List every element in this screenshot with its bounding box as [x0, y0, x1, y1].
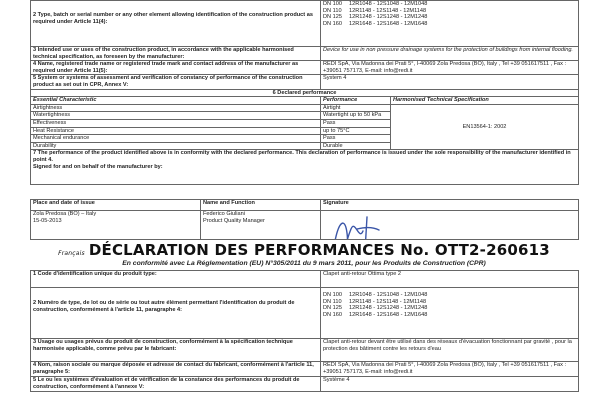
fr-code-values: 12R1248 - 12S1248 - 12M1248 [349, 305, 428, 312]
characteristic-performance: Watertight up to 50 kPa [321, 112, 391, 120]
en-characteristics [31, 104, 579, 150]
signature-value-row [31, 211, 579, 240]
fr-row4-label: 4 Nom, raison sociale ou marque déposée et adresse de contact du fabricant, conformément à l'article 11, paragraphe 5: [31, 362, 321, 377]
characteristic-performance: Pass [321, 135, 391, 143]
fr-row2-label: 2 Numéro de type, de lot ou de série ou tout autre élément permettant l'identification du produit de construction, conformément à l'article 11, paragraphe 4: [31, 288, 321, 339]
characteristic-performance: Pass [321, 119, 391, 127]
fr-row1-value: Clapet anti-retour Ottima type 2 [321, 271, 579, 288]
fr-code-dn: DN 160 [323, 311, 342, 318]
en-row5-value: System 4 [321, 75, 579, 89]
fr-code-values: 12R1048 - 12S1048 - 12M1048 [349, 292, 428, 298]
en-code-values: 12R1048 - 12S1048 - 12M1048 [349, 1, 428, 7]
fr-title: DÉCLARATION DES PERFORMANCES No. OTT2-260613 [88, 241, 550, 259]
fr-code-dn: DN 100 [323, 292, 342, 298]
name-value-person: Federico Giuliani [203, 211, 245, 217]
place-label: Place and date of issue [31, 200, 201, 211]
fr-code-values: 12R1148 - 12S1148 - 12M1148 [349, 298, 427, 305]
fr-code-values: 12R1648 - 12S1648 - 12M1648 [349, 311, 428, 318]
place-value-date: 15-05-2013 [33, 217, 62, 224]
characteristic-name: Airtightness [31, 104, 321, 112]
characteristic-name: Heat Resistance [31, 127, 321, 135]
fr-subtitle: En conformité avec La Réglementation (EU) N°305/2011 du 9 mars 2011, pour les Produits de Construction (CPR) [122, 260, 486, 267]
en-row3-value: Device for use in non pressure drainage systems for the protection of buildings from internal flooding. [321, 47, 579, 61]
name-value-function: Product Quality Manager [203, 217, 265, 224]
en-row4-label: 4 Name, registered trade name or registered trade mark and contact address of the manufacturer as required under Article 11(5): [31, 61, 321, 75]
characteristic-performance: up to 75°C [321, 127, 391, 135]
place-value-city: Zola Predosa (BO) – Italy [33, 211, 97, 217]
en-codes-cell [321, 1, 579, 47]
en-code-values: 12R1248 - 12S1248 - 12M1248 [349, 14, 428, 21]
signature-cell [321, 211, 579, 240]
characteristic-performance: Airtight [321, 104, 391, 112]
en-row5-label: 5 System or systems of assessment and verification of constancy of performance of the construction product as set out in CPR, Annex V: [31, 75, 321, 89]
en-code-dn: DN 125 [323, 14, 342, 21]
signature-scribble-icon [321, 211, 401, 240]
en-code-dn: DN 160 [323, 20, 342, 27]
en-declared-header-row [31, 89, 579, 97]
name-value [201, 211, 321, 240]
signature-label: Signature [321, 200, 579, 211]
fr-row-5 [31, 377, 579, 392]
fr-codes-list [323, 288, 576, 318]
fr-row4-value: REDI SpA, Via Madonna dei Prati 5°, I-40069 Zola Predosa (BO), Italy , Tel +39 051617511 , Fax : +39051 757173, E-mail: info@redi.it [321, 362, 579, 377]
en-col-spec: Harmonised Technical Specification [391, 97, 579, 105]
characteristic-name: Effectiveness [31, 119, 321, 127]
en-row-5 [31, 75, 579, 89]
en-declared-header: 6 Declared performance [31, 89, 579, 97]
characteristic-name: Mechanical endurance [31, 135, 321, 143]
en-row7-cell [31, 150, 579, 185]
document-page [30, 0, 578, 403]
fr-row5-value: Système 4 [321, 377, 579, 392]
characteristic-name: Watertightness [31, 112, 321, 120]
fr-row-1 [31, 271, 579, 288]
en-code-dn: DN 100 [323, 1, 342, 7]
en-col-header-row [31, 97, 579, 105]
en-code-values: 12R1148 - 12S1148 - 12M1148 [349, 7, 427, 14]
en-row-7 [31, 150, 579, 185]
fr-row3-label: 3 Usage ou usages prévus du produit de construction, conformément à la spécification technique harmonisée applicable, comme prévu par le fabricant: [31, 339, 321, 362]
en-code-values: 12R1648 - 12S1648 - 12M1648 [349, 20, 428, 27]
en-codes-list [323, 1, 576, 27]
signature-header-row [31, 200, 579, 211]
en-row-2 [31, 1, 579, 47]
en-col-performance: Performance [321, 97, 391, 105]
fr-row5-label: 5 Le ou les systèmes d'évaluation et de vérification de la constance des performances du produit de construction, conformément à l'annexe V: [31, 377, 321, 392]
characteristic-performance: Durable [321, 142, 391, 150]
characteristic-row [31, 104, 579, 112]
fr-row-2 [31, 288, 579, 339]
harmonised-spec-value: EN13564-1: 2002 [391, 104, 579, 150]
en-row7-signed: Signed for and on behalf of the manufacturer by: [33, 163, 163, 170]
fr-heading [30, 241, 578, 267]
en-code-dn: DN 110 [323, 7, 342, 14]
en-row7-conformity: 7 The performance of the product identified above is in conformity with the declared performance. This declaration of performance is issued under the sole responsibility of the manufacturer identified in point 4. [33, 150, 571, 163]
fr-title-line [30, 241, 578, 259]
en-row-4 [31, 61, 579, 75]
en-row-3 [31, 47, 579, 61]
characteristic-name: Durability [31, 142, 321, 150]
signature-table [30, 199, 579, 240]
en-col-essential: Essential Characteristic [31, 97, 321, 105]
fr-row1-label: 1 Code d'identification unique du produit type: [31, 271, 321, 288]
fr-row3-value: Clapet anti-retour devant être utilisé dans des réseaux d'évacuation fonctionnant par gravité , pour la protection des bâtiment contre les retours d'eau [321, 339, 579, 362]
en-declaration-table [30, 0, 579, 185]
fr-row-3 [31, 339, 579, 362]
en-row4-value: REDI SpA, Via Madonna dei Prati 5°, I-40069 Zola Predosa (BO), Italy , Tel +39 051617511 , Fax : +39051 757173, E-mail: info@redi.it [321, 61, 579, 75]
fr-codes-cell [321, 288, 579, 339]
place-value [31, 211, 201, 240]
fr-row-4 [31, 362, 579, 377]
fr-declaration-table [30, 270, 579, 392]
fr-code-dn: DN 110 [323, 298, 342, 305]
fr-lang-label: Français [58, 250, 85, 257]
fr-code-dn: DN 125 [323, 305, 342, 312]
name-label: Name and Function [201, 200, 321, 211]
en-row3-label: 3 Intended use or uses of the construction product, in accordance with the applicable harmonised technical specification, as foreseen by the manufacturer: [31, 47, 321, 61]
en-row2-label: 2 Type, batch or serial number or any other element allowing identification of the construction product as required under Article 11(4): [31, 1, 321, 47]
